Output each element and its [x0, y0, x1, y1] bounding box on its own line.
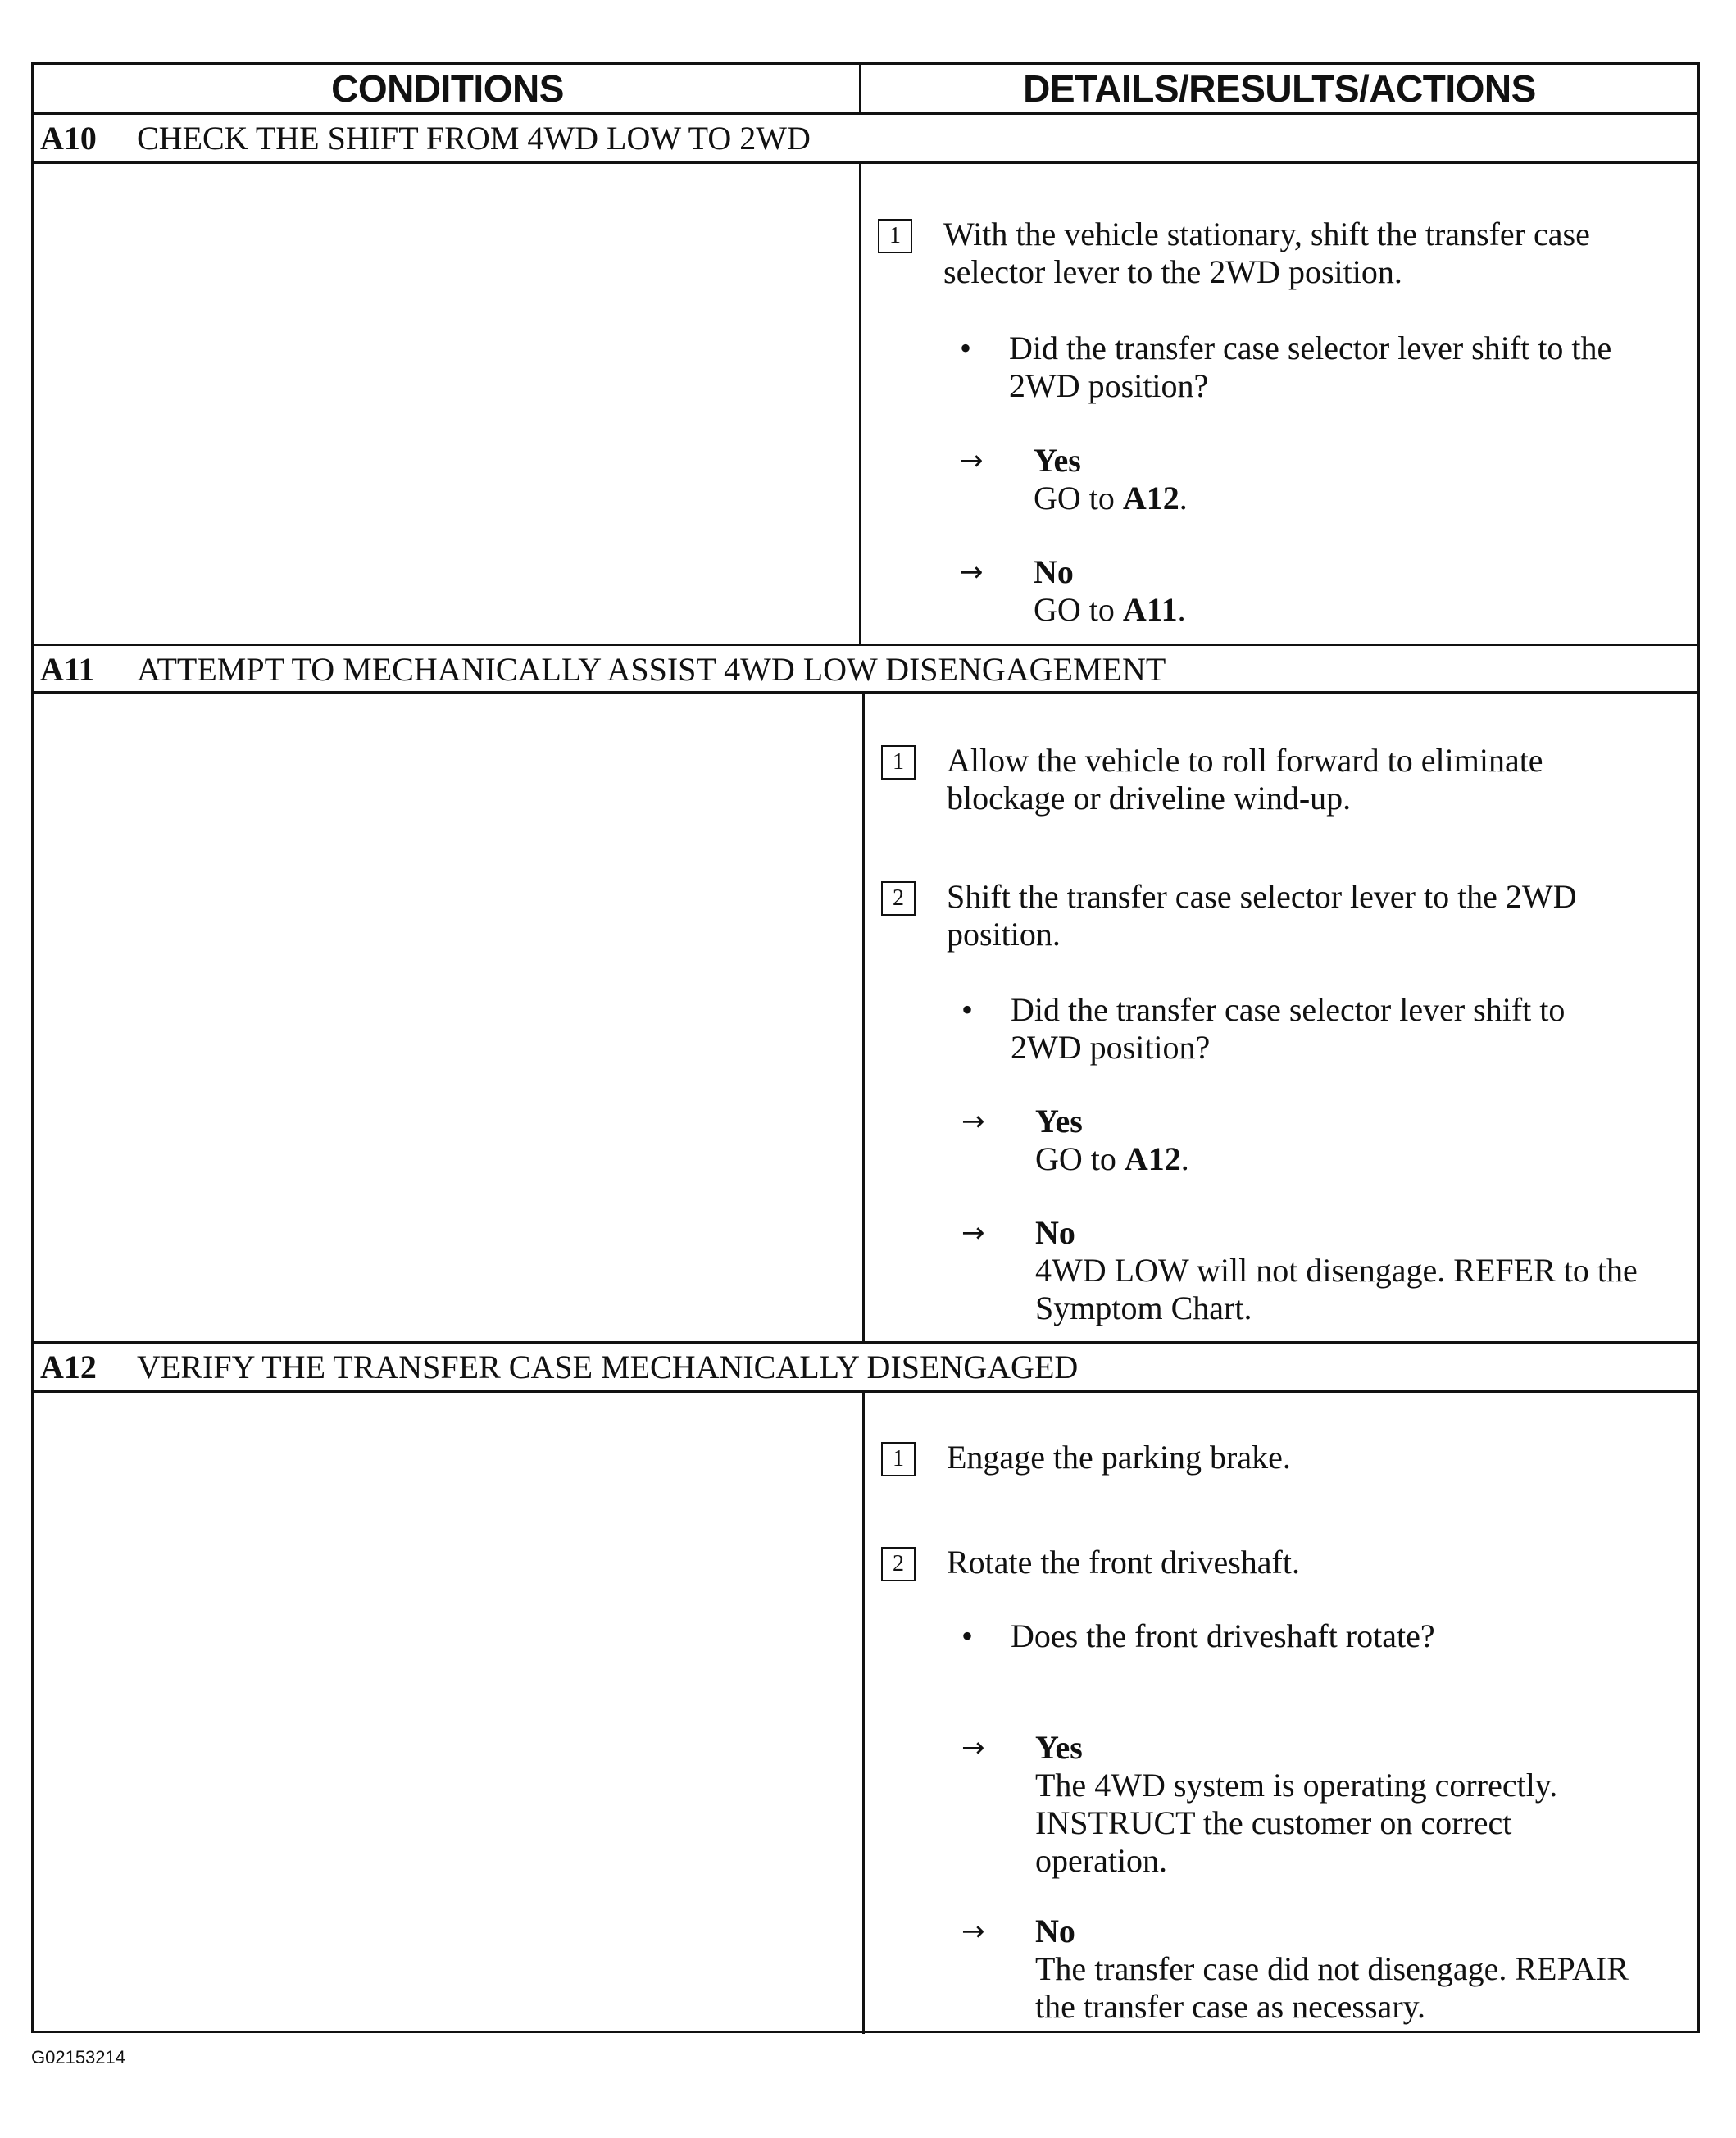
- bullet-icon: •: [961, 1617, 974, 1654]
- step-text: Engage the parking brake.: [947, 1439, 1291, 1476]
- step-number-box: 2: [881, 1547, 916, 1581]
- details-header: DETAILS/RESULTS/ACTIONS: [1023, 67, 1536, 110]
- step-text: With the vehicle stationary, shift the transfer case selector lever to the 2WD position.: [943, 216, 1590, 290]
- section-header-a10: [34, 115, 1697, 162]
- section-code: A10: [40, 120, 97, 157]
- question-text: Does the front driveshaft rotate?: [1011, 1617, 1435, 1654]
- yes-result: Yes GO to A12.: [1034, 442, 1188, 516]
- column-divider: [859, 161, 861, 646]
- bullet-icon: •: [961, 991, 974, 1028]
- section-title: VERIFY THE TRANSFER CASE MECHANICALLY DISENGAGED: [137, 1349, 1079, 1385]
- section-code: A11: [40, 651, 95, 688]
- step-text: Rotate the front driveshaft.: [947, 1544, 1300, 1581]
- step-number-box: 1: [878, 219, 912, 253]
- diagnostic-table: [31, 62, 1700, 2033]
- step-number-box: 1: [881, 1442, 916, 1476]
- question-text: Did the transfer case selector lever shift to the 2WD position?: [1009, 330, 1612, 404]
- step-number-box: 2: [881, 881, 916, 916]
- step-number-box: 1: [881, 745, 916, 780]
- no-result: No The transfer case did not disengage. REPAIR the transfer case as necessary.: [1035, 1913, 1629, 2025]
- column-divider: [862, 691, 865, 1344]
- section-header-a12: [34, 1344, 1697, 1391]
- column-divider: [862, 1390, 865, 2034]
- arrow-right-icon: →: [961, 1105, 985, 1138]
- section-header-a11: [34, 646, 1697, 694]
- bullet-icon: •: [960, 330, 972, 366]
- yes-result: Yes The 4WD system is operating correctly. INSTRUCT the customer on correct operation.: [1035, 1729, 1558, 1879]
- no-result: No 4WD LOW will not disengage. REFER to the Symptom Chart.: [1035, 1214, 1638, 1326]
- arrow-right-icon: →: [960, 444, 984, 477]
- no-result: No GO to A11.: [1034, 553, 1186, 628]
- section-title: ATTEMPT TO MECHANICALLY ASSIST 4WD LOW DISENGAGEMENT: [137, 651, 1166, 688]
- step-text: Shift the transfer case selector lever to the 2WD position.: [947, 878, 1577, 953]
- question-text: Did the transfer case selector lever shift to 2WD position?: [1011, 991, 1566, 1066]
- column-divider: [859, 65, 861, 115]
- section-title: CHECK THE SHIFT FROM 4WD LOW TO 2WD: [137, 120, 811, 157]
- arrow-right-icon: →: [961, 1217, 985, 1249]
- section-code: A12: [40, 1349, 97, 1385]
- yes-result: Yes GO to A12.: [1035, 1103, 1189, 1177]
- step-text: Allow the vehicle to roll forward to eliminate blockage or driveline wind-up.: [947, 742, 1543, 817]
- arrow-right-icon: →: [961, 1731, 985, 1764]
- conditions-header: CONDITIONS: [331, 67, 564, 110]
- arrow-right-icon: →: [960, 556, 984, 589]
- arrow-right-icon: →: [961, 1915, 985, 1948]
- figure-id: G02153214: [31, 2047, 125, 2067]
